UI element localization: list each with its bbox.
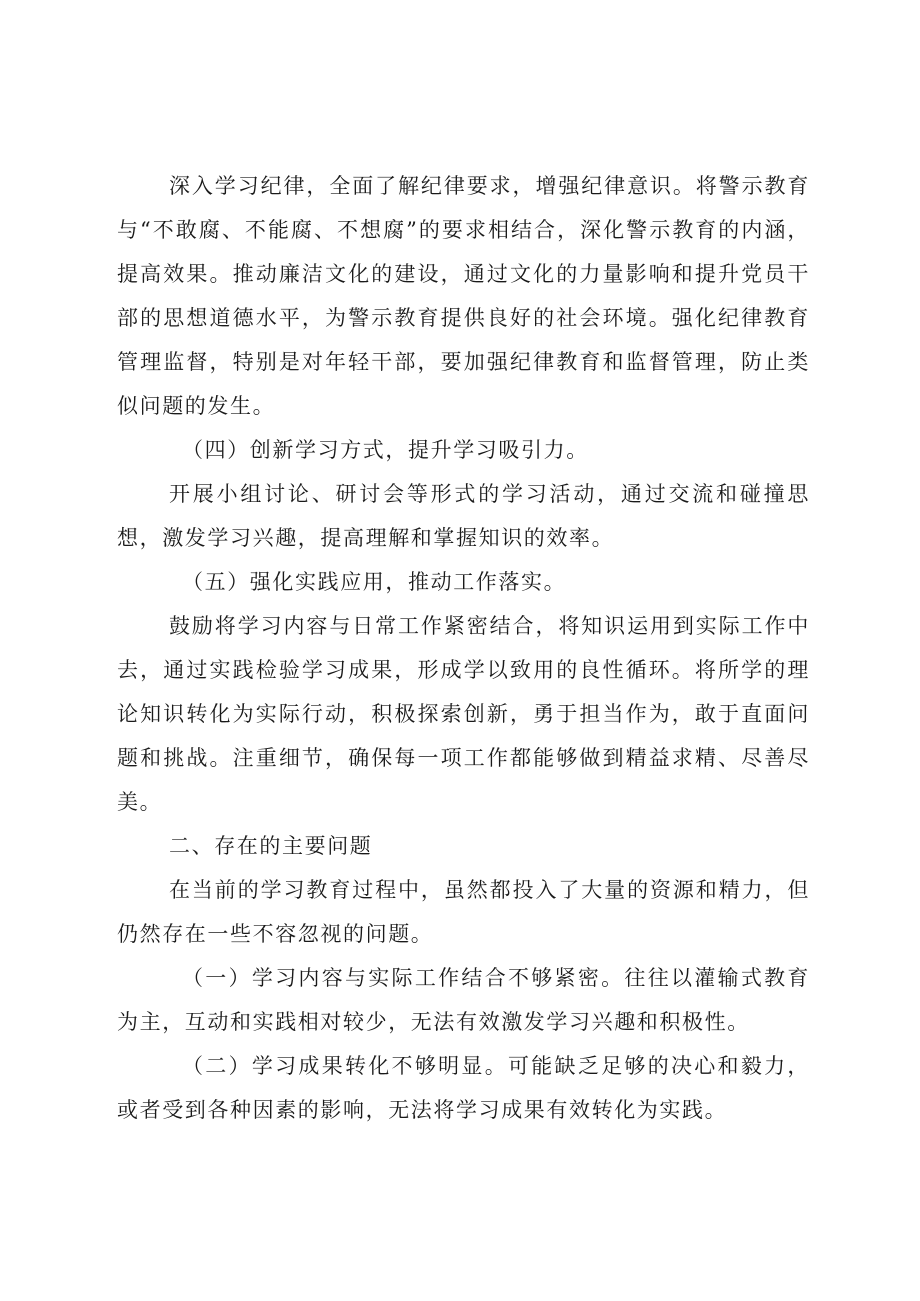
paragraph-discipline-study: 深入学习纪律，全面了解纪律要求，增强纪律意识。将警示教育与“不敢腐、不能腐、不想腐”的要求相结合，深化警示教育的内涵，提高效果。推动廉洁文化的建设，通过文化的力量影响和提升党员干部的思想道德水平，为警示教育提供良好的社会环境。强化纪律教育管理监督，特别是对年轻干部，要加强纪律教育和监督管理，防止类似问题的发生。	[117, 174, 810, 418]
paragraph-combine-work: 鼓励将学习内容与日常工作紧密结合，将知识运用到实际工作中去，通过实践检验学习成果，形成学以致用的良性循环。将所学的理论知识转化为实际行动，积极探索创新，勇于担当作为，敢于直面问题和挑战。注重细节，确保每一项工作都能够做到精益求精、尽善尽美。	[117, 614, 810, 814]
subheading-practice-application: （五）强化实践应用，推动工作落实。	[182, 570, 567, 594]
subheading-innovate-learning: （四）创新学习方式，提升学习吸引力。	[182, 438, 589, 462]
section-heading-main-problems: 二、存在的主要问题	[169, 834, 373, 858]
paragraph-problem-two: （二）学习成果转化不够明显。可能缺乏足够的决心和毅力，或者受到各种因素的影响，无法将学习成果有效转化为实践。	[117, 1054, 810, 1122]
paragraph-group-discussion: 开展小组讨论、研讨会等形式的学习活动，通过交流和碰撞思想，激发学习兴趣，提高理解和掌握知识的效率。	[117, 482, 810, 550]
document-body	[117, 164, 810, 1132]
paragraph-current-process: 在当前的学习教育过程中，虽然都投入了大量的资源和精力，但仍然存在一些不容忽视的问题。	[117, 878, 810, 946]
paragraph-problem-one: （一）学习内容与实际工作结合不够紧密。往往以灌输式教育为主，互动和实践相对较少，无法有效激发学习兴趣和积极性。	[117, 966, 810, 1034]
